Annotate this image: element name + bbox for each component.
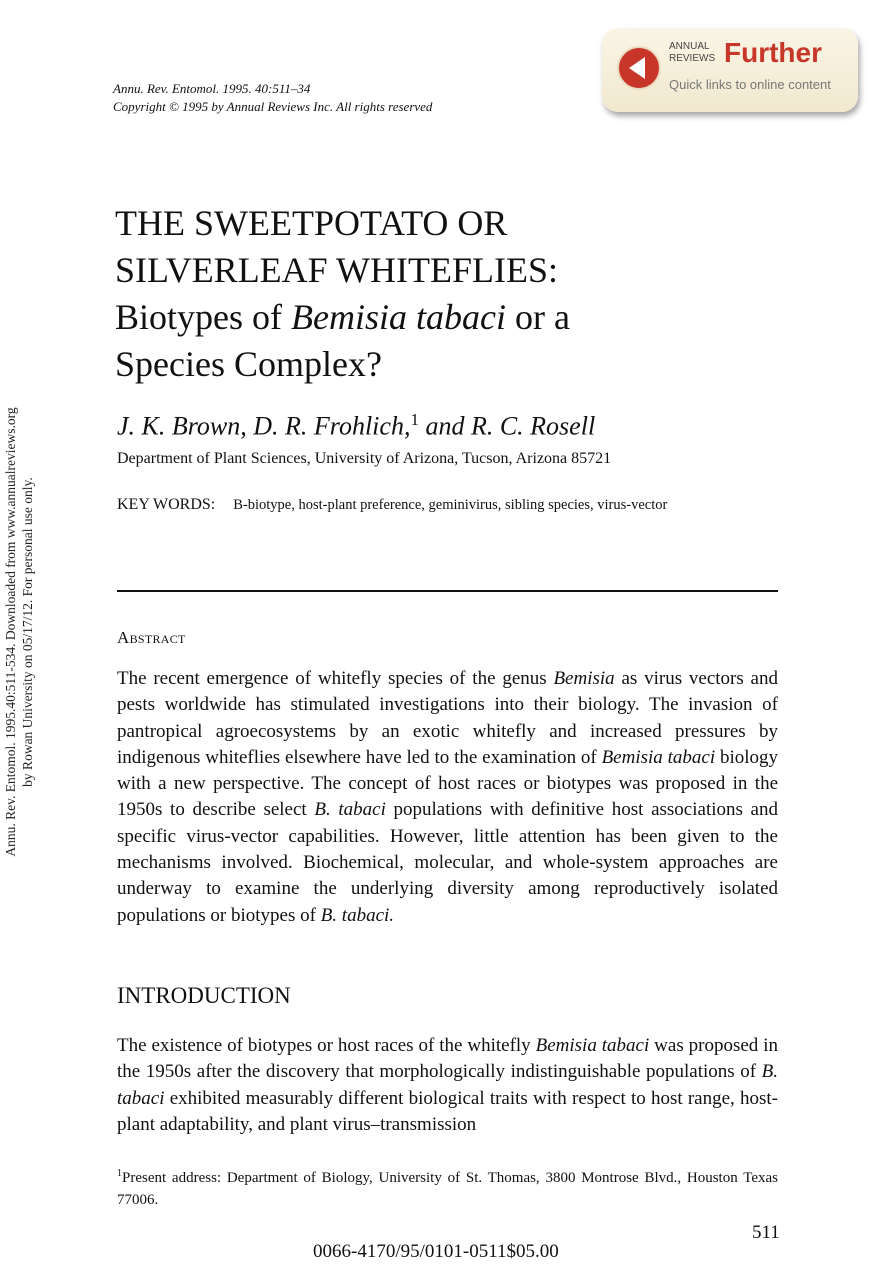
download-notice: Annu. Rev. Entomol. 1995.40:511-534. Downloaded from www.annualreviews.org by Rowan University on 05/17/12. For personal use only. <box>3 407 35 857</box>
abstract-text: The recent emergence of whitefly species of the genus Bemisia as virus vectors and pests worldwide has stimulated investigations into their biology. The invasion of pantropical agroecosystems by an exotic whitefly and increased pressures by indigenous whiteflies elsewhere have led to the examination of Bemisia tabaci biology with a new perspective. The concept of host races or biotypes was proposed in the 1950s to describe select B. tabaci populations with definitive host associations and specific virus-vector capabilities. However, little attention has been given to the mechanisms involved. Biochemical, molecular, and whole-system approaches are underway to examine the underlying diversity among reproductively isolated populations or biotypes of B. tabaci. <box>117 668 779 926</box>
play-back-icon <box>617 46 661 90</box>
introduction-heading: INTRODUCTION <box>117 983 291 1008</box>
annual-reviews-logo-text: ANNUAL REVIEWS <box>669 41 716 64</box>
article-title: THE SWEETPOTATO OR SILVERLEAF WHITEFLIES: Biotypes of Bemisia tabaci or a Species Complex? <box>115 203 570 384</box>
further-subtitle: Quick links to online content <box>669 77 831 92</box>
footnote-mark: 1 <box>410 410 419 429</box>
keywords-label: KEY WORDS: <box>117 496 216 513</box>
keywords <box>117 496 667 514</box>
article-code: 0066-4170/95/0101-0511$05.00 <box>313 1241 559 1262</box>
further-label: Further <box>724 37 822 68</box>
keywords-value: B-biotype, host-plant preference, geminivirus, sibling species, virus-vector <box>233 497 668 513</box>
footnote: $^1$Present address: Department of Biology, University of St. Thomas, 3800 Montrose Blvd., Houston Texas 77006. <box>117 1168 778 1208</box>
author-affiliation: Department of Plant Sciences, University of Arizona, Tucson, Arizona 85721 <box>117 450 612 467</box>
further-badge[interactable] <box>602 28 858 112</box>
journal-citation: Annu. Rev. Entomol. 1995. 40:511–34 <box>113 81 311 96</box>
introduction-text: The existence of biotypes or host races of the whitefly Bemisia tabaci was proposed in the 1950s after the discovery that morphologically indistinguishable populations of B. tabaci exhibited measurably different biological traits with respect to host range, host-plant adaptability, and plant virus–transmission <box>117 1035 779 1135</box>
copyright-line: Copyright © 1995 by Annual Reviews Inc. All rights reserved <box>113 99 433 114</box>
section-divider <box>117 590 778 592</box>
page-number: 511 <box>752 1222 780 1243</box>
abstract-heading: Abstract <box>117 628 186 647</box>
author-list: J. K. Brown, D. R. Frohlich,$^1$ and R. C. Rosell <box>117 410 596 441</box>
